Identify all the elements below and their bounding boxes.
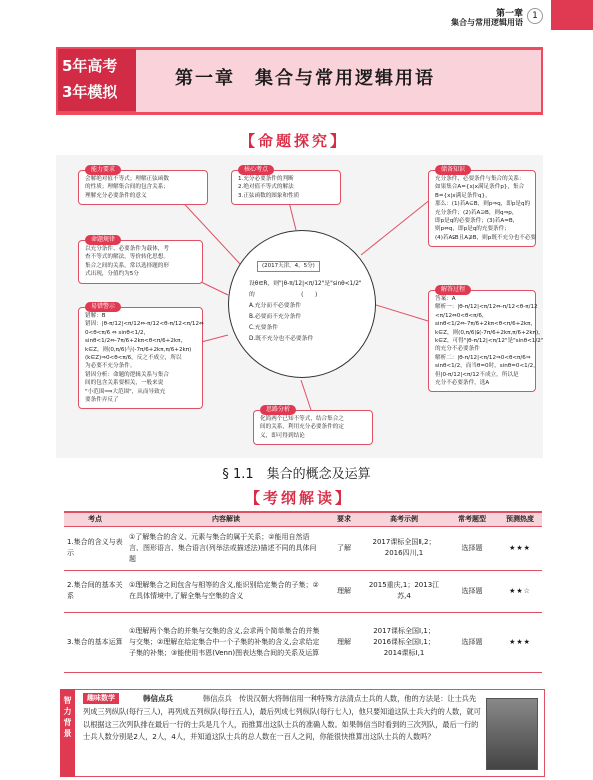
node-pitfall-line: (k∈Z)⇒0<θ<π/6，反之不成立，所以 (85, 355, 182, 362)
cell-type: 选择题 (446, 526, 498, 570)
cell-topic: 3.集合的基本运算 (64, 612, 126, 672)
brand-logo (58, 49, 136, 111)
cell-requirement: 理解 (326, 570, 362, 612)
node-pitfall-line: 为必要不充分条件。 (85, 363, 136, 370)
node-pitfall (78, 303, 204, 409)
cell-content: ①理解集合之间包含与相等的含义,能识别给定集合的子集；②在具体情境中,了解全集与空集的含义 (126, 570, 326, 612)
node-knowledge-line: B={x|x满足条件q}， (435, 192, 491, 199)
question-stem-2: 的 ( ) (249, 292, 318, 298)
table-header-row (64, 512, 542, 526)
node-solution-line: k∈Z，可得"|θ-π/12|<π/12"是"sinθ<1/2" (435, 338, 544, 345)
node-solution-tag: 解答过程 (435, 285, 471, 295)
node-solution (428, 286, 544, 392)
option-c: C.充要条件 (249, 325, 279, 331)
node-knowledge-line: 充分条件、必要条件与集合的关系： (435, 176, 525, 182)
header-chapter-subtitle: 集合与常用逻辑用语 (451, 18, 523, 27)
page-number: 1 (527, 8, 543, 24)
corner-tab (551, 0, 593, 30)
node-solution-line: 解析二：|θ-π/12|<π/12⇒0<θ<π/6⇒ (435, 354, 531, 361)
node-approach-line: 义，即可得到结论 (260, 432, 305, 439)
node-solution-line: 但|0-π/12|<π/12不成立，所以是 (435, 371, 519, 378)
cell-example: 2017课标全国Ⅰ,1；2016课标全国Ⅰ,1；2014课标Ⅰ,1 (362, 612, 446, 672)
chapter-title: 第一章 集合与常用逻辑用语 (175, 68, 435, 89)
node-ability-tag: 能力要求 (85, 165, 121, 175)
node-solution-line: k∈Z，则(0,π/6)⫋(-7π/6+2kπ,π/6+2kπ)， (435, 329, 544, 336)
node-ability (78, 166, 208, 205)
node-pitfall-line: sinθ<1/2⇔-7π/6+2kπ<θ<π/6+2kπ， (85, 338, 187, 345)
node-pattern-line: 查不等式的解法，等价转化思想。 (85, 254, 169, 261)
syllabus-table (64, 511, 542, 673)
col-topic: 考点 (64, 512, 126, 526)
node-solution-line: <π/12⇔0<θ<π/6， (435, 312, 488, 319)
node-knowledge-line: 如果集合A={x|x满足条件p}，集合 (435, 184, 525, 191)
table-row (64, 570, 542, 612)
node-knowledge-line: 那么：(1)若A⊆B，则p⇒q，即p是q的 (435, 201, 531, 208)
cell-example: 2017课标全国Ⅱ,2；2016四川,1 (362, 526, 446, 570)
node-pitfall-line: 错解：B (85, 313, 106, 319)
col-type: 常考题型 (446, 512, 498, 526)
page-header (0, 0, 593, 30)
node-pitfall-line: 要条件弄反了 (85, 397, 119, 404)
cell-topic: 1.集合的含义与表示 (64, 526, 126, 570)
story-title: 韩信点兵 (143, 694, 173, 703)
option-b: B.必要而不充分条件 (249, 314, 302, 320)
node-pitfall-line: 0<θ<π/6 ⇔ sinθ<1/2， (85, 329, 150, 336)
node-core (231, 166, 341, 205)
node-knowledge-line: 即p是q的必要条件；(3)若A=B， (435, 218, 519, 225)
cell-content: ①了解集合的含义、元素与集合的属于关系；②能用自然语言、图形语言、集合语言(列举法或描述法)描述不同的具体问题 (126, 526, 326, 570)
node-knowledge-line: 则p⇔q，即p是q的充要条件； (435, 226, 510, 233)
question-body (249, 279, 362, 345)
question-source: (2017天津，4，5分) (257, 261, 320, 272)
table-row (64, 612, 542, 672)
side-tab: 智力背景 (60, 689, 75, 777)
cell-requirement: 理解 (326, 612, 362, 672)
node-pitfall-line: "小范围⟹大范围"，从而导致充 (85, 388, 166, 395)
node-solution-line: 答案：A (435, 296, 456, 302)
cell-heat: ★★☆ (498, 570, 542, 612)
node-approach-line: 化简两个已知不等式，结合集合之 (260, 416, 344, 422)
cell-type: 选择题 (446, 570, 498, 612)
node-knowledge (428, 166, 537, 247)
cell-example: 2015重庆,1；2013江苏,4 (362, 570, 446, 612)
node-pattern-line: 集合之间的关系，常以选择题的形 (85, 262, 169, 269)
node-core-line: 3.正弦函数的图象和性质 (238, 192, 300, 199)
col-content: 内容解读 (126, 512, 326, 526)
node-pattern-tag: 命题规律 (85, 235, 121, 245)
node-core-line: 1.充分必要条件的判断 (238, 176, 294, 182)
portrait-image (486, 698, 538, 770)
node-solution-line: 的充分不必要条件 (435, 346, 480, 353)
node-pattern (78, 236, 203, 284)
fun-math-label: 趣味数学 (83, 693, 119, 704)
col-example: 高考示例 (362, 512, 446, 526)
background-box (60, 689, 545, 777)
cell-heat: ★★★ (498, 612, 542, 672)
node-pitfall-line: 错因分析：命题的逻辑关系与集合 (85, 371, 169, 378)
node-approach-line: 间的关系，利用充分必要条件的定 (260, 424, 344, 431)
brand-line2: 3年模拟 (62, 83, 118, 101)
node-ability-line: 的性质；理解集合间的包含关系； (85, 184, 169, 191)
node-approach (253, 406, 373, 445)
node-knowledge-line: (4)若A⫋B且A⊉B，则p既不充分也不必要 (435, 234, 537, 241)
center-question (228, 230, 376, 378)
node-pitfall-tag: 易错警示 (85, 302, 121, 312)
node-pattern-line: 式出现，分值约为5分 (85, 271, 139, 278)
table-row (64, 526, 542, 570)
node-knowledge-tag: 储备知识 (435, 165, 471, 175)
cell-type: 选择题 (446, 612, 498, 672)
node-pitfall-line: 错因：|θ-π/12|<π/12⇔-π/12<θ-π/12<π/12⇔ (85, 321, 204, 328)
section-title-mingti: 【命题探究】 (240, 132, 349, 150)
node-solution-line: 解析一：|θ-π/12|<π/12⇔-π/12<θ-π/12 (435, 304, 538, 311)
col-requirement: 要求 (326, 512, 362, 526)
node-ability-line: 会解绝对值不等式；理解正弦函数 (85, 176, 169, 182)
node-pattern-line: 以充分条件、必要条件为载体，考 (85, 246, 169, 252)
node-solution-line: sinθ<1/2，而当θ=0时，sinθ=0<1/2， (435, 363, 539, 370)
node-core-line: 2.绝对值不等式的解法 (238, 184, 294, 191)
cell-requirement: 了解 (326, 526, 362, 570)
question-stem: 设θ∈R，则"|θ-π/12|<π/12"是"sinθ<1/2" (249, 281, 362, 287)
node-knowledge-line: 充分条件；(2)若A⊇B，则q⇒p， (435, 209, 518, 216)
node-solution-line: sinθ<1/2⇔-7π/6+2kπ<θ<π/6+2kπ， (435, 321, 537, 328)
section-heading: § 1.1 集合的概念及运算 (222, 467, 371, 482)
header-chapter-label: 第一章 (495, 9, 523, 19)
cell-content: ①理解两个集合的并集与交集的含义,会求两个简单集合的并集与交集；②理解在给定集合中一个子集的补集的含义,会求给定子集的补集；③能使用韦恩(Venn)图表达集合间的关系及运算 (126, 612, 326, 672)
node-solution-line: 充分不必要条件，选A (435, 380, 490, 387)
section-title-kaogang: 【考纲解读】 (245, 489, 354, 507)
node-pitfall-line: k∈Z，则(0,π/6)与(-7π/6+2kπ,π/6+2kπ) (85, 346, 192, 353)
brand-line1: 5年高考 (62, 57, 118, 75)
col-heat: 预测热度 (498, 512, 542, 526)
cell-heat: ★★★ (498, 526, 542, 570)
story-text: 韩信点兵 传说汉朝大将韩信用一种特殊方法清点士兵的人数，他的方法是：让士兵先列成三列纵队(每行三人)，再列成五列纵队(每行五人)，最后列成七列纵队(每行七人)，他只要知道这队士兵大约的人数，就可以根据这三次列队排在最后一行的士兵是几个人，而推算出这队士兵的准确人数。如果韩信当时看到的三次列队，最后一行的士兵人数分别是2人，2人，4人，并知道这队士兵的总人数在一百人之间，你能很快推算出这队士兵的人数吗？ (83, 694, 481, 742)
option-d: D.既不充分也不必要条件 (249, 336, 314, 342)
node-pitfall-line: 间的包含关系要相关，一般来说 (85, 380, 164, 387)
node-approach-tag: 思路分析 (260, 405, 296, 415)
node-ability-line: 理解充分必要条件的意义 (85, 192, 147, 199)
cell-topic: 2.集合间的基本关系 (64, 570, 126, 612)
option-a: A.充分而不必要条件 (249, 303, 302, 309)
node-core-tag: 核心考点 (238, 165, 274, 175)
